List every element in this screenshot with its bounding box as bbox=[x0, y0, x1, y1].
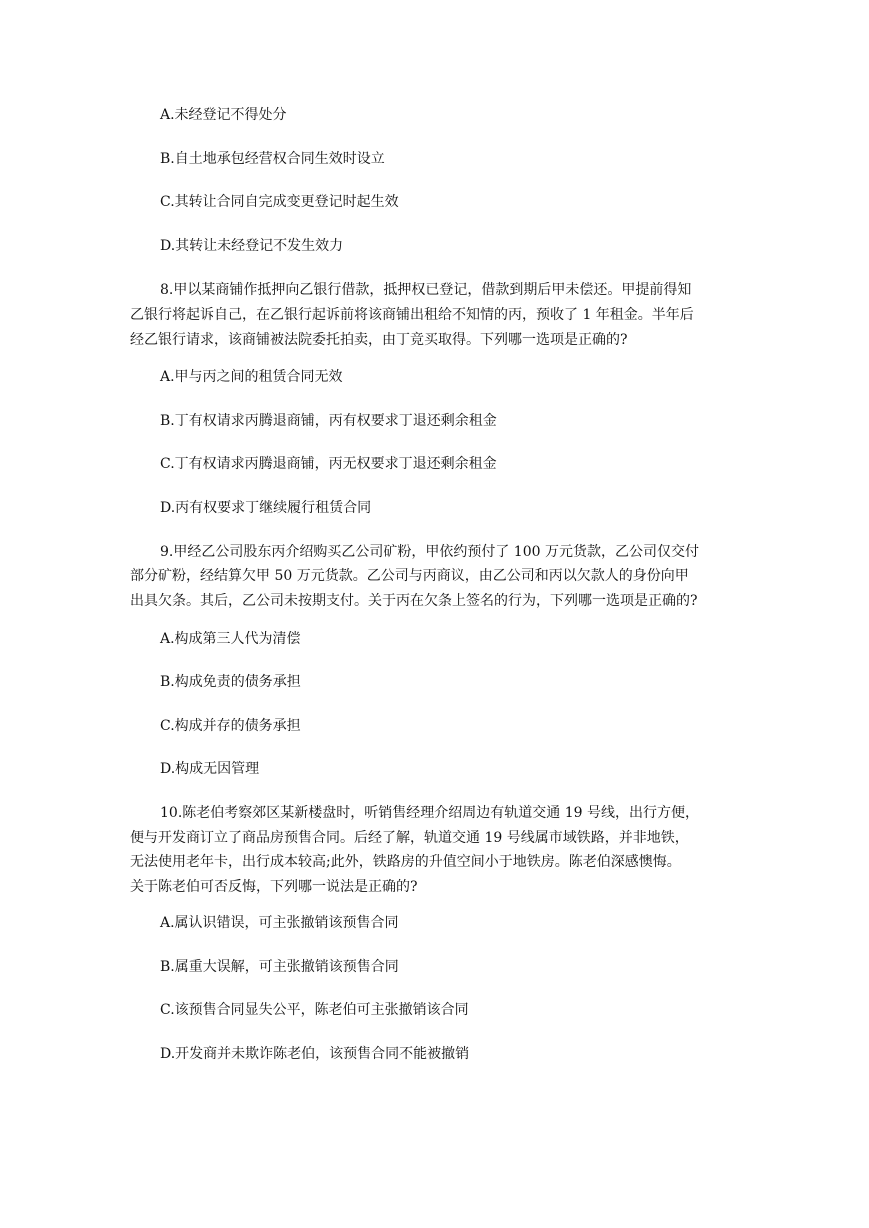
q10-option-c: C.该预售合同显失公平，陈老伯可主张撤销该合同 bbox=[160, 1002, 469, 1018]
q10-option-d: D.开发商并未欺诈陈老伯，该预售合同不能被撤销 bbox=[160, 1046, 470, 1062]
q8-stem-line-1: 8.甲以某商铺作抵押向乙银行借款，抵押权已登记，借款到期后甲未偿还。甲提前得知 bbox=[160, 282, 692, 298]
q8-option-c: C.丁有权请求丙腾退商铺，丙无权要求丁退还剩余租金 bbox=[160, 456, 497, 472]
q10-stem-line-4: 关于陈老伯可否反悔，下列哪一说法是正确的? bbox=[130, 879, 418, 895]
q9-option-c: C.构成并存的债务承担 bbox=[160, 718, 301, 734]
q10-stem-line-1: 10.陈老伯考察郊区某新楼盘时，听销售经理介绍周边有轨道交通 19 号线，出行方便， bbox=[160, 805, 699, 821]
q9-stem-line-1: 9.甲经乙公司股东丙介绍购买乙公司矿粉，甲依约预付了 100 万元货款，乙公司仅交付 bbox=[160, 544, 699, 560]
q8-stem-line-2: 乙银行将起诉自己，在乙银行起诉前将该商铺出租给不知情的丙，预收了 1 年租金。半年后 bbox=[130, 307, 694, 323]
q8-stem-line-3: 经乙银行请求，该商铺被法院委托拍卖，由丁竞买取得。下列哪一选项是正确的? bbox=[130, 332, 628, 348]
q9-stem-line-3: 出具欠条。其后，乙公司未按期支付。关于丙在欠条上签名的行为，下列哪一选项是正确的? bbox=[130, 593, 698, 609]
q9-option-d: D.构成无因管理 bbox=[160, 761, 260, 777]
q8-option-d: D.丙有权要求丁继续履行租赁合同 bbox=[160, 500, 372, 516]
q7-option-a: A.未经登记不得处分 bbox=[160, 107, 287, 123]
q9-option-a: A.构成第三人代为清偿 bbox=[160, 631, 301, 647]
q10-option-a: A.属认识错误，可主张撤销该预售合同 bbox=[160, 915, 399, 931]
q7-option-b: B.自土地承包经营权合同生效时设立 bbox=[160, 151, 385, 167]
q9-stem-line-2: 部分矿粉，经结算欠甲 50 万元货款。乙公司与丙商议，由乙公司和丙以欠款人的身份向甲 bbox=[130, 568, 689, 584]
q8-option-a: A.甲与丙之间的租赁合同无效 bbox=[160, 369, 343, 385]
q10-stem-line-2: 便与开发商订立了商品房预售合同。后经了解，轨道交通 19 号线属市域铁路，并非地铁， bbox=[130, 830, 689, 846]
q10-stem-line-3: 无法使用老年卡，出行成本较高;此外，铁路房的升值空间小于地铁房。陈老伯深感懊悔。 bbox=[130, 854, 681, 870]
q10-option-b: B.属重大误解，可主张撤销该预售合同 bbox=[160, 959, 399, 975]
q7-option-d: D.其转让未经登记不发生效力 bbox=[160, 238, 344, 254]
q9-option-b: B.构成免责的债务承担 bbox=[160, 674, 301, 690]
q7-option-c: C.其转让合同自完成变更登记时起生效 bbox=[160, 194, 399, 210]
q8-option-b: B.丁有权请求丙腾退商铺，丙有权要求丁退还剩余租金 bbox=[160, 413, 497, 429]
